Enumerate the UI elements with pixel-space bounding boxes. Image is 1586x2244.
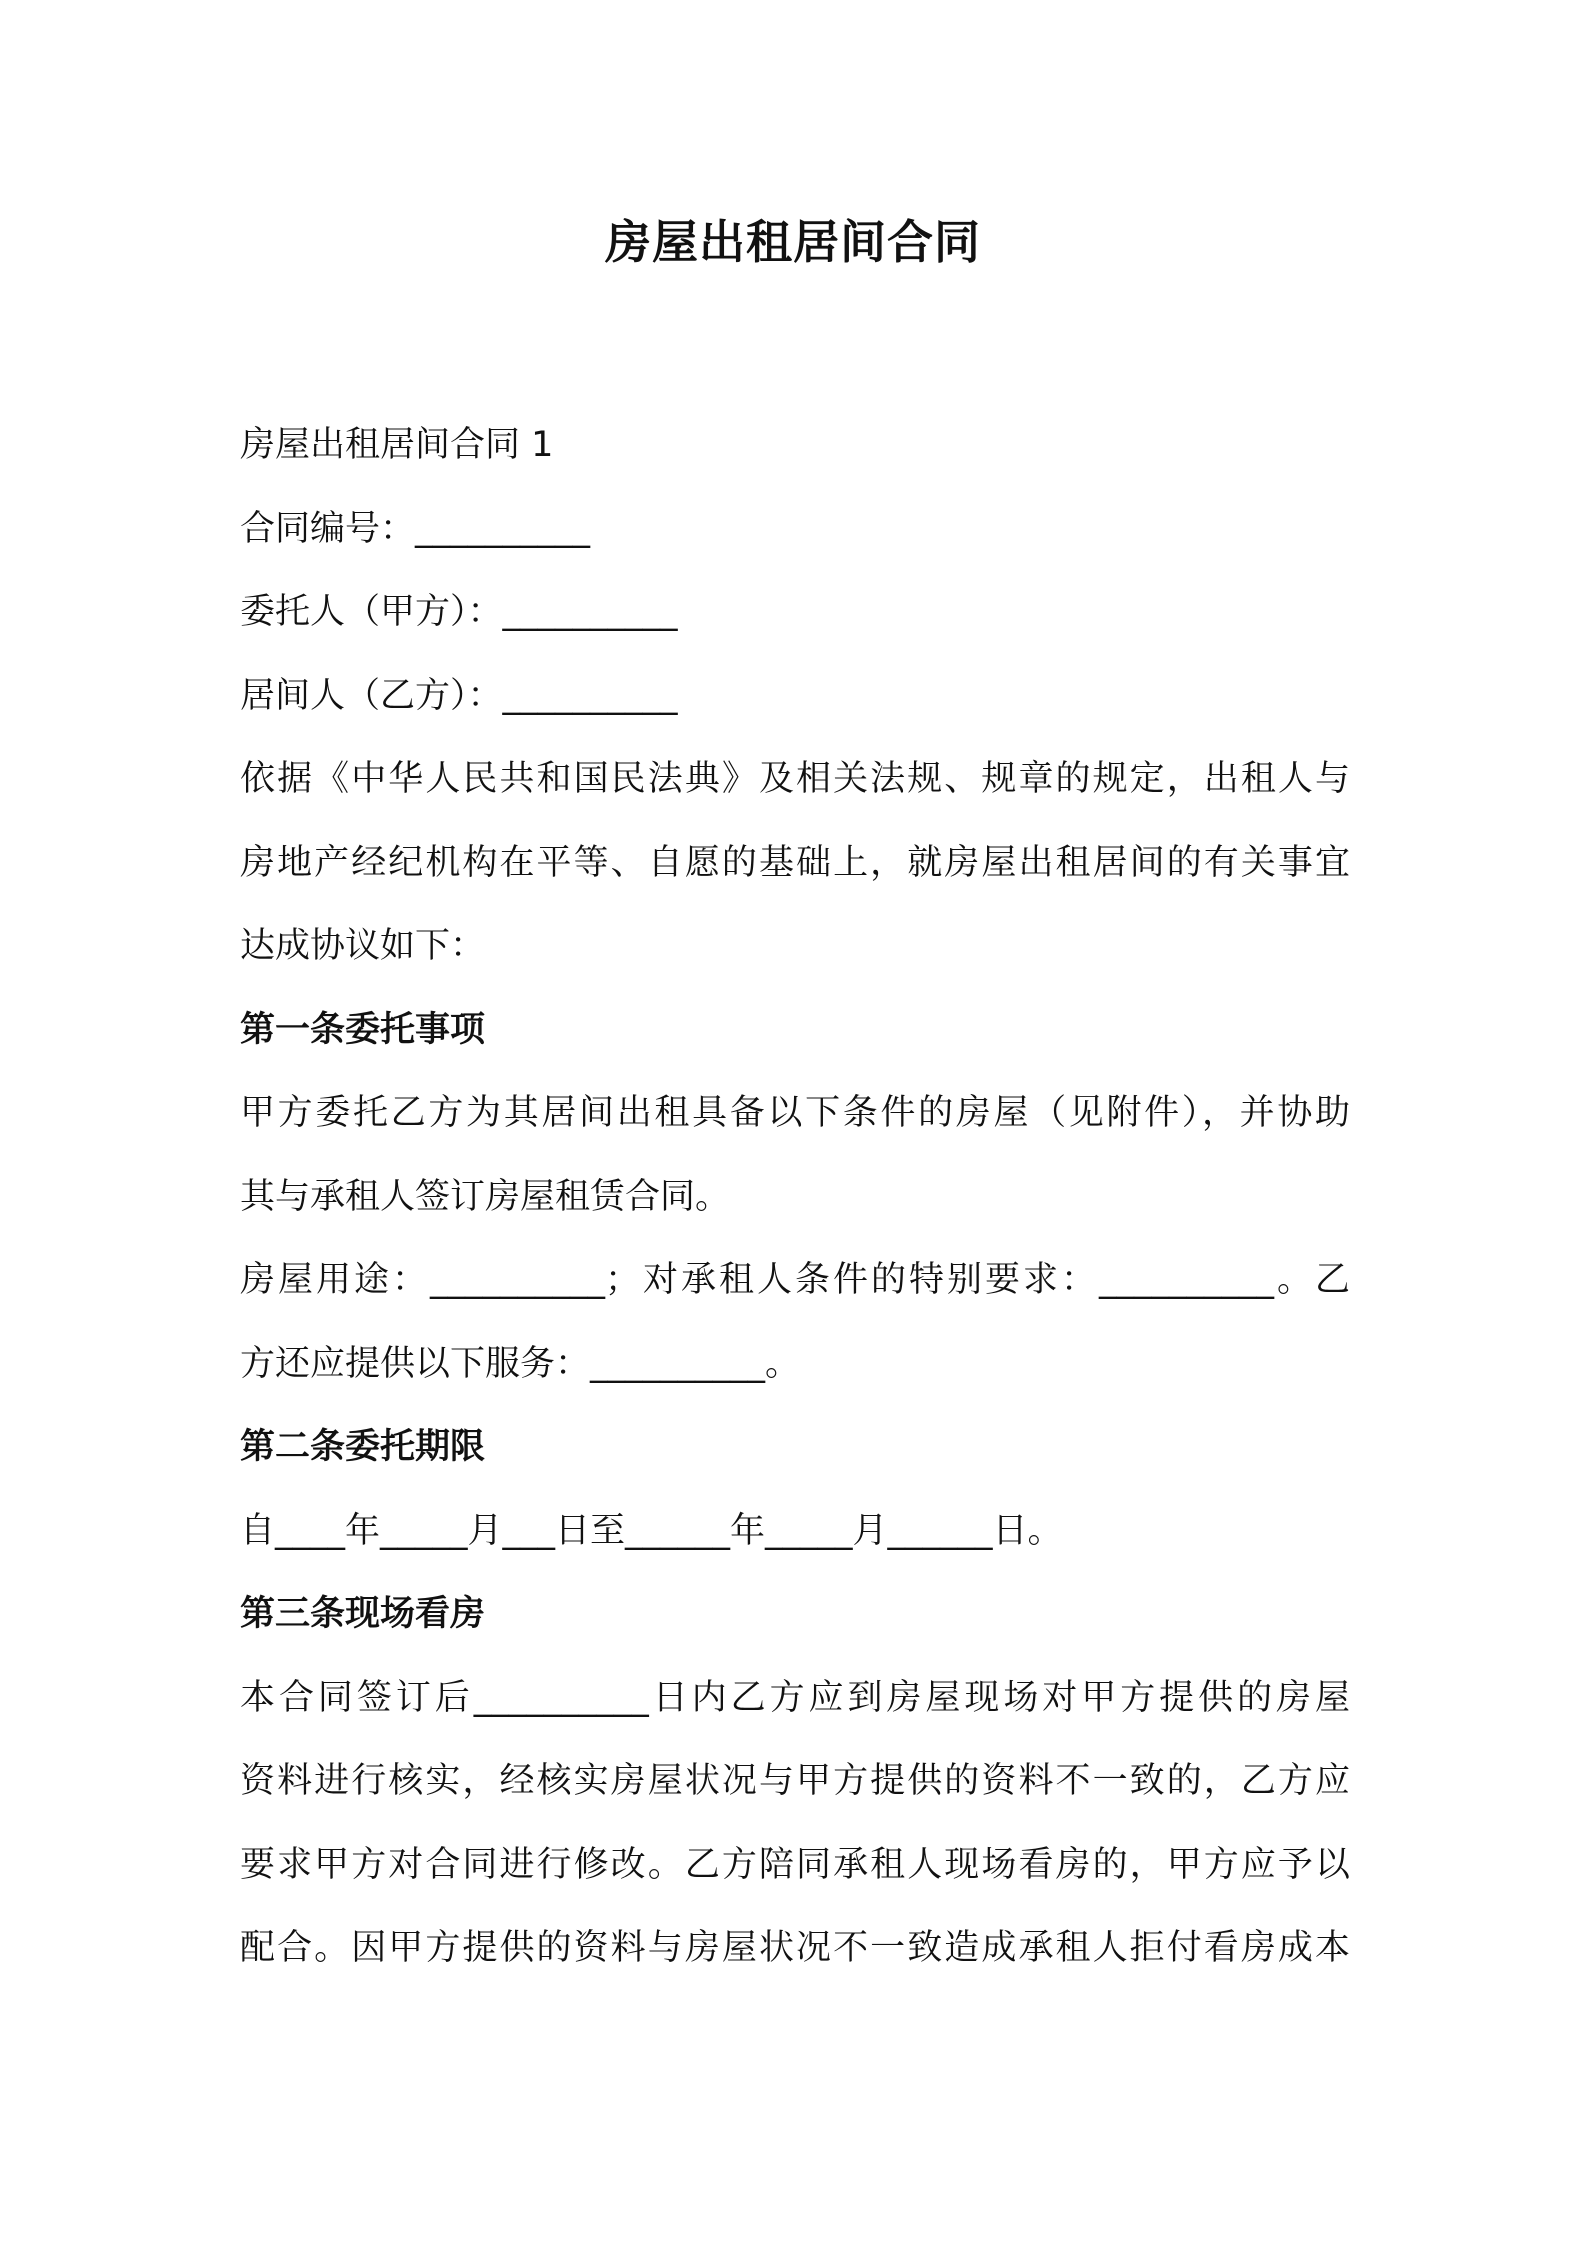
article-3-line-4: 配合。因甲方提供的资料与房屋状况不一致造成承租人拒付看房成本 [240, 1928, 1350, 1968]
article-2-heading: 第二条委托期限 [240, 1427, 486, 1467]
article-3-heading: 第三条现场看房 [240, 1594, 486, 1634]
document-title: 房屋出租居间合同 [605, 215, 981, 269]
preamble-line-2: 房地产经纪机构在平等、自愿的基础上，就房屋出租居间的有关事宜 [240, 842, 1350, 883]
article-1-line-2: 其与承租人签订房屋租赁合同。 [240, 1176, 731, 1217]
party-a-field: 委托人（甲方）：__________ [240, 592, 678, 632]
article-3-line-1: 本合同签订后__________日内乙方应到房屋现场对甲方提供的房屋 [240, 1677, 1350, 1718]
article-3-line-3: 要求甲方对合同进行修改。乙方陪同承租人现场看房的，甲方应予以 [240, 1844, 1350, 1885]
article-1-line-3: 房屋用途：__________；对承租人条件的特别要求：__________。乙 [240, 1260, 1350, 1300]
article-1-heading: 第一条委托事项 [240, 1009, 486, 1050]
article-2-line-1: 自____年_____月___日至______年_____月______日。 [240, 1510, 1063, 1551]
contract-number-field: 合同编号：__________ [240, 508, 591, 549]
article-1-line-4: 方还应提供以下服务：__________。 [240, 1343, 801, 1384]
party-b-field: 居间人（乙方）：__________ [240, 675, 678, 716]
document-body [240, 404, 1350, 1991]
section-heading-contract-1: 房屋出租居间合同 1 [240, 425, 554, 465]
article-3-line-2: 资料进行核实，经核实房屋状况与甲方提供的资料不一致的，乙方应 [240, 1761, 1350, 1801]
article-1-line-1: 甲方委托乙方为其居间出租具备以下条件的房屋（见附件），并协助 [240, 1093, 1350, 1133]
preamble-line-3: 达成协议如下： [240, 926, 486, 966]
preamble-line-1: 依据《中华人民共和国民法典》及相关法规、规章的规定，出租人与 [240, 759, 1350, 799]
